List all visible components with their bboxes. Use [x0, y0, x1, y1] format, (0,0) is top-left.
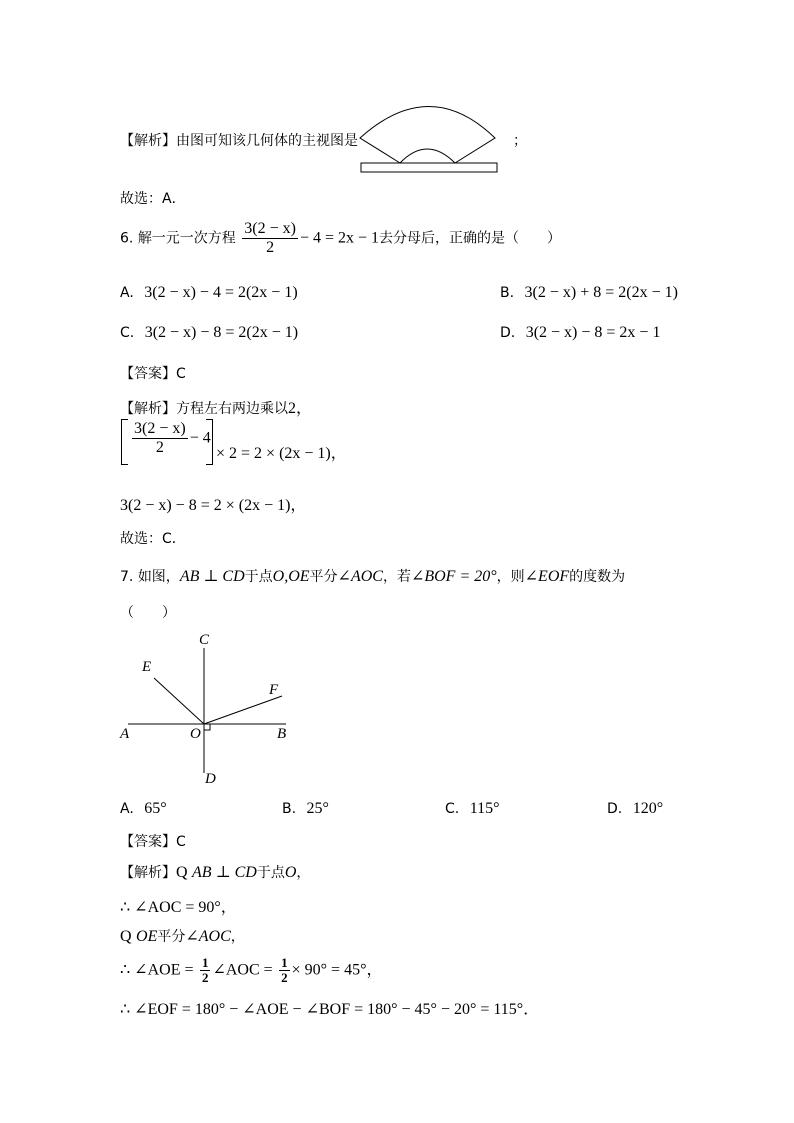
q7-math: O,OE — [272, 568, 310, 585]
right-angle-mark — [204, 724, 210, 730]
left-bracket — [121, 419, 128, 465]
label-a: A — [120, 726, 130, 742]
q7-math: AB ⊥ CD — [179, 568, 245, 585]
because-symbol: Q — [176, 864, 188, 881]
half-den: 2 — [201, 970, 209, 985]
right-bracket — [206, 419, 213, 465]
analysis-label: 【解析】 — [120, 133, 176, 149]
half-num: 1 — [201, 955, 209, 970]
option-letter: C. — [120, 325, 135, 341]
ray-oe — [154, 678, 204, 724]
q7-number: 7. — [120, 569, 134, 585]
analysis-num: 2， — [288, 400, 313, 417]
option-letter: D. — [500, 325, 516, 341]
semicolon: ； — [513, 133, 527, 149]
half-den: 2 — [281, 970, 288, 985]
q7-analysis-2: ∴ ∠AOC = 90°， — [120, 899, 237, 916]
text: 平分 — [157, 929, 186, 945]
text: 于点 — [256, 865, 285, 881]
answer-label: 【答案】 — [120, 834, 176, 850]
q6-frac-den: 2 — [266, 239, 275, 256]
math: ∠AOC = — [212, 961, 273, 979]
analysis-label: 【解析】 — [120, 401, 176, 417]
half-fraction — [200, 956, 211, 985]
q6-number: 6. — [120, 230, 134, 247]
math: ∴ ∠AOE = — [120, 961, 194, 979]
step1-frac-num: 3(2 − x) — [134, 420, 186, 437]
math: AB ⊥ CD — [192, 864, 257, 881]
front-view-figure — [355, 100, 505, 178]
answer-label: 【答案】 — [120, 366, 176, 382]
step1-rest: − 4 — [189, 429, 211, 447]
q7-analysis-4 — [120, 956, 382, 985]
option-letter: A. — [120, 801, 134, 817]
analysis-line-1 — [120, 130, 358, 150]
label-f: F — [269, 682, 279, 698]
label-d: D — [205, 771, 216, 787]
half-num: 1 — [281, 955, 288, 970]
q7-option-a — [120, 800, 167, 818]
step1-tail: × 2 = 2 × (2x − 1)， — [216, 445, 347, 462]
choose-c: 故选：C． — [120, 531, 186, 547]
fan-shape — [360, 107, 495, 164]
q6-step-2: 3(2 − x) − 8 = 2 × (2x − 1)， — [120, 497, 307, 514]
option-value: 120° — [632, 800, 664, 817]
option-value: 115° — [469, 800, 500, 817]
label-o: O — [190, 726, 201, 742]
step1-fraction — [132, 420, 188, 457]
option-expr: 3(2 − x) − 8 = 2x − 1 — [525, 324, 661, 341]
q6-frac-num: 3(2 − x) — [244, 220, 296, 237]
q7-text: 如图， — [137, 569, 180, 585]
answer-value: C — [176, 834, 186, 850]
option-letter: A. — [120, 285, 134, 301]
question-7 — [120, 566, 625, 586]
base-rect — [361, 163, 497, 172]
option-value: 25° — [306, 800, 329, 817]
q6-option-b — [500, 284, 678, 302]
q7-paren: （ ） — [120, 605, 176, 621]
q7-answer — [120, 831, 186, 851]
q6-option-c — [120, 324, 298, 342]
math: × 90° = 45°， — [291, 961, 383, 979]
option-expr: 3(2 − x) + 8 = 2(2x − 1) — [524, 284, 678, 301]
q7-math: ∠EOF — [524, 568, 570, 585]
text: ， — [296, 865, 311, 881]
option-expr: 3(2 − x) − 8 = 2(2x − 1) — [144, 324, 299, 341]
q7-text: ，若 — [382, 569, 411, 585]
option-letter: B. — [500, 285, 515, 301]
q6-lead: 解一元一次方程 — [137, 230, 236, 247]
analysis-label: 【解析】 — [120, 865, 176, 881]
choose-a: 故选：A． — [120, 191, 186, 207]
q7-option-d — [607, 800, 663, 818]
analysis-text: 由图可知该几何体的主视图是 — [176, 133, 358, 149]
half-fraction — [279, 956, 290, 985]
label-e: E — [142, 659, 152, 675]
q6-fraction — [242, 220, 298, 257]
question-6 — [120, 220, 561, 257]
math: O — [284, 864, 297, 881]
option-letter: B. — [282, 801, 297, 817]
label-b: B — [277, 726, 287, 742]
option-letter: D. — [607, 801, 623, 817]
q6-option-a — [120, 284, 298, 302]
option-value: 65° — [144, 800, 167, 817]
q6-rest: − 4 = 2x − 1 — [299, 229, 380, 247]
q6-tail: 去分母后，正确的是（ ） — [379, 230, 562, 247]
q7-text: 于点 — [244, 569, 273, 585]
ray-of — [204, 696, 282, 724]
q7-figure — [110, 628, 310, 788]
math: ∠AOC — [185, 928, 231, 945]
because-symbol: Q — [120, 928, 132, 945]
step1-frac-den: 2 — [155, 439, 164, 456]
option-letter: C. — [445, 801, 460, 817]
q7-math: ∠AOC — [337, 568, 383, 585]
q7-option-c — [445, 800, 500, 818]
q7-analysis-5: ∴ ∠EOF = 180° − ∠AOE − ∠BOF = 180° − 45° − 20° = 115°． — [120, 1001, 540, 1018]
math: OE — [136, 928, 158, 945]
q6-analysis — [120, 395, 312, 418]
q7-analysis-1 — [120, 862, 310, 882]
label-c: C — [199, 632, 210, 648]
option-expr: 3(2 − x) − 4 = 2(2x − 1) — [144, 284, 298, 301]
q7-text: 平分 — [309, 569, 338, 585]
q6-answer — [120, 363, 186, 383]
text: ， — [230, 929, 245, 945]
q6-option-d — [500, 324, 660, 342]
analysis-text: 方程左右两边乘以 — [176, 401, 288, 417]
q7-option-b — [282, 800, 329, 818]
q7-text: 的度数为 — [569, 569, 626, 585]
q6-step-1 — [130, 420, 211, 457]
answer-value: C — [176, 366, 186, 382]
q7-math: ∠BOF = 20° — [410, 568, 497, 585]
q7-analysis-3 — [120, 926, 245, 946]
q7-text: ，则 — [496, 569, 525, 585]
